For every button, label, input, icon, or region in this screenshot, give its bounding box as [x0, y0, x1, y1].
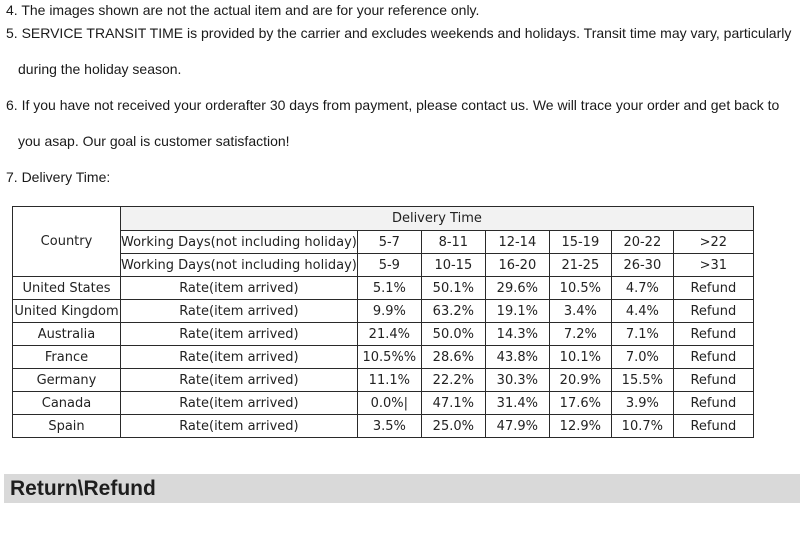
rate-cell: 30.3%	[485, 369, 549, 392]
note-item-7: 7. Delivery Time:	[6, 169, 111, 185]
rate-cell: 11.1%	[357, 369, 421, 392]
refund-cell: Refund	[673, 346, 753, 369]
working-days-label: Working Days(not including holiday)	[121, 231, 358, 254]
rate-cell: 19.1%	[485, 300, 549, 323]
refund-cell: Refund	[673, 277, 753, 300]
table-row	[13, 392, 754, 415]
rate-cell: 17.6%	[549, 392, 611, 415]
rate-cell: 0.0%|	[357, 392, 421, 415]
rate-cell: 29.6%	[485, 277, 549, 300]
range-cell: 10-15	[421, 254, 485, 277]
rate-cell: 3.4%	[549, 300, 611, 323]
rate-label-cell: Rate(item arrived)	[121, 300, 358, 323]
rate-cell: 3.5%	[357, 415, 421, 438]
working-days-row-1	[13, 231, 754, 254]
rate-cell: 15.5%	[611, 369, 673, 392]
rate-cell: 63.2%	[421, 300, 485, 323]
range-cell: 5-7	[357, 231, 421, 254]
rate-cell: 10.7%	[611, 415, 673, 438]
country-cell: United States	[13, 277, 121, 300]
country-cell: United Kingdom	[13, 300, 121, 323]
rate-cell: 20.9%	[549, 369, 611, 392]
range-cell: 5-9	[357, 254, 421, 277]
rate-cell: 3.9%	[611, 392, 673, 415]
table-row	[13, 415, 754, 438]
delivery-time-header: Delivery Time	[121, 207, 754, 231]
rate-cell: 7.0%	[611, 346, 673, 369]
rate-cell: 47.9%	[485, 415, 549, 438]
note-item-6-line-2: you asap. Our goal is customer satisfaction!	[18, 133, 290, 149]
country-cell: Spain	[13, 415, 121, 438]
country-cell: Australia	[13, 323, 121, 346]
rate-label-cell: Rate(item arrived)	[121, 277, 358, 300]
refund-cell: Refund	[673, 300, 753, 323]
range-cell: 12-14	[485, 231, 549, 254]
note-item-4: 4. The images shown are not the actual item and are for your reference only.	[6, 2, 480, 18]
rate-label-cell: Rate(item arrived)	[121, 415, 358, 438]
rate-cell: 43.8%	[485, 346, 549, 369]
range-cell: 8-11	[421, 231, 485, 254]
refund-cell: Refund	[673, 415, 753, 438]
country-cell: Canada	[13, 392, 121, 415]
rate-cell: 7.1%	[611, 323, 673, 346]
rate-cell: 28.6%	[421, 346, 485, 369]
rate-cell: 50.0%	[421, 323, 485, 346]
country-header: Country	[13, 207, 121, 277]
rate-cell: 47.1%	[421, 392, 485, 415]
range-cell: 15-19	[549, 231, 611, 254]
table-row	[13, 346, 754, 369]
table-row	[13, 277, 754, 300]
delivery-time-table	[12, 206, 754, 438]
country-cell: Germany	[13, 369, 121, 392]
range-cell: >31	[673, 254, 753, 277]
rate-cell: 50.1%	[421, 277, 485, 300]
rate-label-cell: Rate(item arrived)	[121, 369, 358, 392]
rate-cell: 12.9%	[549, 415, 611, 438]
range-cell: 21-25	[549, 254, 611, 277]
rate-label-cell: Rate(item arrived)	[121, 323, 358, 346]
return-refund-section-bar	[4, 474, 800, 503]
rate-cell: 5.1%	[357, 277, 421, 300]
working-days-row-2	[13, 254, 754, 277]
range-cell: >22	[673, 231, 753, 254]
rate-cell: 4.4%	[611, 300, 673, 323]
rate-cell: 25.0%	[421, 415, 485, 438]
note-item-5-line-1: 5. SERVICE TRANSIT TIME is provided by the carrier and excludes weekends and holidays. Transit time may vary, particularly	[6, 25, 792, 41]
rate-cell: 10.5%%	[357, 346, 421, 369]
table-row	[13, 369, 754, 392]
rate-cell: 10.5%	[549, 277, 611, 300]
table-row	[13, 300, 754, 323]
range-cell: 20-22	[611, 231, 673, 254]
range-cell: 16-20	[485, 254, 549, 277]
rate-cell: 10.1%	[549, 346, 611, 369]
rate-cell: 4.7%	[611, 277, 673, 300]
rate-cell: 7.2%	[549, 323, 611, 346]
country-cell: France	[13, 346, 121, 369]
rate-cell: 14.3%	[485, 323, 549, 346]
refund-cell: Refund	[673, 323, 753, 346]
note-item-5-line-2: during the holiday season.	[18, 61, 182, 77]
section-title: Return\Refund	[10, 477, 156, 500]
refund-cell: Refund	[673, 392, 753, 415]
rate-cell: 22.2%	[421, 369, 485, 392]
rate-cell: 9.9%	[357, 300, 421, 323]
rate-cell: 21.4%	[357, 323, 421, 346]
rate-cell: 31.4%	[485, 392, 549, 415]
table-row	[13, 323, 754, 346]
note-item-6-line-1: 6. If you have not received your orderafter 30 days from payment, please contact us. We will trace your order and get back to	[6, 97, 780, 113]
range-cell: 26-30	[611, 254, 673, 277]
rate-label-cell: Rate(item arrived)	[121, 346, 358, 369]
rate-label-cell: Rate(item arrived)	[121, 392, 358, 415]
working-days-label: Working Days(not including holiday)	[121, 254, 358, 277]
refund-cell: Refund	[673, 369, 753, 392]
